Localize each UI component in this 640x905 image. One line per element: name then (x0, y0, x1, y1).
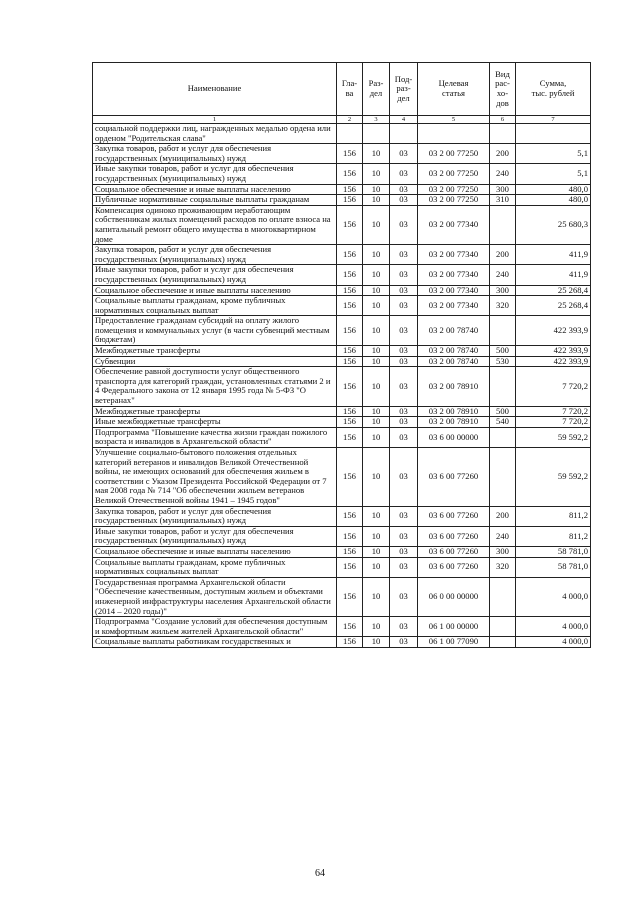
row-name: Подпрограмма "Повышение качества жизни граждан пожилого возраста и инвалидов в Архангельской области" (93, 427, 337, 447)
row-summa: 811,2 (516, 526, 591, 546)
row-name: Компенсация одиноко проживающим неработающим собственникам жилых помещений расходов по оплате взноса на капитальный ремонт общего имущества в многоквартирном доме (93, 205, 337, 244)
row-summa: 5,1 (516, 164, 591, 184)
table-row (93, 245, 591, 265)
row-statya: 03 2 00 77340 (418, 265, 490, 285)
table-row (93, 164, 591, 184)
row-name: Социальные выплаты гражданам, кроме публичных нормативных социальных выплат (93, 557, 337, 577)
row-statya: 03 6 00 77260 (418, 448, 490, 507)
row-razdel: 10 (363, 448, 390, 507)
row-name: Социальные выплаты гражданам, кроме публичных нормативных социальных выплат (93, 296, 337, 316)
table-row (93, 316, 591, 346)
row-razdel: 10 (363, 526, 390, 546)
table-row (93, 557, 591, 577)
row-name: Улучшение социально-бытового положения отдельных категорий ветеранов и инвалидов Великой Отечественной войны, не имеющих оснований для обеспечения жильем в соответствии с Указом Президента Российской Федерации от 7 мая 2008 года № 714 "Об обеспечении жильем ветеранов Великой Отечественной войны 1941 – 1945 годов" (93, 448, 337, 507)
row-vid: 240 (490, 265, 516, 285)
row-statya: 03 2 00 78740 (418, 346, 490, 357)
row-glava: 156 (337, 406, 363, 417)
row-razdel: 10 (363, 406, 390, 417)
table-row (93, 617, 591, 637)
row-statya: 03 2 00 78910 (418, 417, 490, 428)
row-vid: 300 (490, 285, 516, 296)
row-summa: 7 720,2 (516, 406, 591, 417)
row-vid (490, 205, 516, 244)
row-glava: 156 (337, 427, 363, 447)
row-summa: 7 720,2 (516, 367, 591, 406)
row-razdel: 10 (363, 367, 390, 406)
row-podrazdel: 03 (390, 356, 418, 367)
row-name: Подпрограмма "Создание условий для обеспечения доступным и комфортным жильем жителей Архангельской области" (93, 617, 337, 637)
document-page (92, 62, 590, 648)
column-number: 3 (363, 116, 390, 124)
row-vid: 530 (490, 356, 516, 367)
row-summa: 422 393,9 (516, 346, 591, 357)
row-statya: 03 2 00 78740 (418, 356, 490, 367)
row-name: Предоставление гражданам субсидий на оплату жилого помещения и коммунальных услуг (в части субвенций местным бюджетам) (93, 316, 337, 346)
row-summa: 58 781,0 (516, 557, 591, 577)
row-vid (490, 124, 516, 144)
row-statya: 03 2 00 77340 (418, 285, 490, 296)
row-razdel (363, 124, 390, 144)
row-vid: 200 (490, 144, 516, 164)
row-statya: 03 2 00 77250 (418, 144, 490, 164)
row-podrazdel: 03 (390, 417, 418, 428)
row-podrazdel: 03 (390, 557, 418, 577)
row-vid: 300 (490, 546, 516, 557)
row-vid: 240 (490, 526, 516, 546)
row-razdel: 10 (363, 637, 390, 648)
row-summa: 58 781,0 (516, 546, 591, 557)
row-vid: 320 (490, 296, 516, 316)
row-podrazdel: 03 (390, 195, 418, 206)
row-statya: 03 2 00 77340 (418, 245, 490, 265)
row-vid (490, 316, 516, 346)
row-name: Закупка товаров, работ и услуг для обеспечения государственных (муниципальных) нужд (93, 506, 337, 526)
row-summa: 59 592,2 (516, 427, 591, 447)
row-razdel: 10 (363, 285, 390, 296)
budget-table (92, 62, 591, 648)
header-glava: Гла- ва (337, 63, 363, 116)
row-glava: 156 (337, 617, 363, 637)
row-vid: 200 (490, 506, 516, 526)
row-razdel: 10 (363, 245, 390, 265)
table-row (93, 577, 591, 616)
row-name: Публичные нормативные социальные выплаты гражданам (93, 195, 337, 206)
row-razdel: 10 (363, 164, 390, 184)
row-razdel: 10 (363, 184, 390, 195)
row-vid (490, 448, 516, 507)
row-podrazdel: 03 (390, 637, 418, 648)
row-statya: 03 2 00 77340 (418, 296, 490, 316)
row-summa: 25 268,4 (516, 296, 591, 316)
header-podrazdel: Под- раз- дел (390, 63, 418, 116)
column-number: 4 (390, 116, 418, 124)
row-summa: 4 000,0 (516, 577, 591, 616)
row-name: Закупка товаров, работ и услуг для обеспечения государственных (муниципальных) нужд (93, 144, 337, 164)
table-row (93, 205, 591, 244)
table-row (93, 346, 591, 357)
row-glava: 156 (337, 546, 363, 557)
row-vid (490, 577, 516, 616)
row-podrazdel: 03 (390, 367, 418, 406)
row-summa: 411,9 (516, 265, 591, 285)
row-podrazdel: 03 (390, 448, 418, 507)
row-summa: 5,1 (516, 144, 591, 164)
row-razdel: 10 (363, 557, 390, 577)
row-podrazdel: 03 (390, 617, 418, 637)
row-name: Социальное обеспечение и иные выплаты населению (93, 184, 337, 195)
row-glava: 156 (337, 316, 363, 346)
row-name: Межбюджетные трансферты (93, 346, 337, 357)
row-summa: 422 393,9 (516, 356, 591, 367)
row-statya: 06 1 00 77090 (418, 637, 490, 648)
row-razdel: 10 (363, 506, 390, 526)
row-statya: 03 6 00 77260 (418, 506, 490, 526)
row-vid (490, 617, 516, 637)
row-glava: 156 (337, 526, 363, 546)
column-number: 1 (93, 116, 337, 124)
row-name: Социальное обеспечение и иные выплаты населению (93, 285, 337, 296)
row-glava: 156 (337, 296, 363, 316)
row-razdel: 10 (363, 546, 390, 557)
table-body (93, 124, 591, 648)
row-glava: 156 (337, 164, 363, 184)
row-statya: 03 2 00 78910 (418, 367, 490, 406)
row-name: Субвенции (93, 356, 337, 367)
row-name: социальной поддержки лиц, награжденных медалью ордена или орденом "Родительская слава" (93, 124, 337, 144)
row-statya: 06 1 00 00000 (418, 617, 490, 637)
row-razdel: 10 (363, 144, 390, 164)
row-razdel: 10 (363, 617, 390, 637)
header-name: Наименование (93, 63, 337, 116)
row-summa: 25 268,4 (516, 285, 591, 296)
row-statya: 03 6 00 77260 (418, 526, 490, 546)
row-razdel: 10 (363, 427, 390, 447)
column-number: 7 (516, 116, 591, 124)
page-number: 64 (315, 868, 325, 879)
row-vid: 500 (490, 346, 516, 357)
header-razdel: Раз- дел (363, 63, 390, 116)
row-podrazdel (390, 124, 418, 144)
column-number: 6 (490, 116, 516, 124)
row-summa: 4 000,0 (516, 617, 591, 637)
table-row (93, 195, 591, 206)
table-row (93, 546, 591, 557)
row-razdel: 10 (363, 195, 390, 206)
row-name: Государственная программа Архангельской области "Обеспечение качественным, доступным жильем и объектами инженерной инфраструктуры населения Архангельской области (2014 – 2020 годы)" (93, 577, 337, 616)
row-glava: 156 (337, 285, 363, 296)
row-vid: 500 (490, 406, 516, 417)
table-row (93, 184, 591, 195)
row-name: Социальное обеспечение и иные выплаты населению (93, 546, 337, 557)
table-row (93, 637, 591, 648)
row-glava: 156 (337, 448, 363, 507)
row-name: Иные межбюджетные трансферты (93, 417, 337, 428)
row-glava: 156 (337, 195, 363, 206)
table-row (93, 427, 591, 447)
row-summa: 480,0 (516, 195, 591, 206)
row-summa: 59 592,2 (516, 448, 591, 507)
header-summa: Сумма, тыс. рублей (516, 63, 591, 116)
row-glava: 156 (337, 577, 363, 616)
row-statya (418, 124, 490, 144)
row-name: Закупка товаров, работ и услуг для обеспечения государственных (муниципальных) нужд (93, 245, 337, 265)
row-podrazdel: 03 (390, 265, 418, 285)
row-glava: 156 (337, 265, 363, 285)
row-podrazdel: 03 (390, 285, 418, 296)
row-summa: 422 393,9 (516, 316, 591, 346)
row-podrazdel: 03 (390, 184, 418, 195)
row-summa: 4 000,0 (516, 637, 591, 648)
row-vid (490, 637, 516, 648)
row-name: Межбюджетные трансферты (93, 406, 337, 417)
row-name: Иные закупки товаров, работ и услуг для обеспечения государственных (муниципальных) нужд (93, 164, 337, 184)
row-podrazdel: 03 (390, 577, 418, 616)
row-vid: 540 (490, 417, 516, 428)
row-podrazdel: 03 (390, 546, 418, 557)
table-row (93, 406, 591, 417)
row-glava: 156 (337, 205, 363, 244)
row-vid: 240 (490, 164, 516, 184)
row-podrazdel: 03 (390, 164, 418, 184)
row-name: Иные закупки товаров, работ и услуг для обеспечения государственных (муниципальных) нужд (93, 526, 337, 546)
row-glava: 156 (337, 506, 363, 526)
row-vid: 320 (490, 557, 516, 577)
column-number-row (93, 116, 591, 124)
table-row (93, 265, 591, 285)
row-summa: 411,9 (516, 245, 591, 265)
column-number: 5 (418, 116, 490, 124)
table-header-row (93, 63, 591, 116)
table-row (93, 448, 591, 507)
table-row (93, 296, 591, 316)
row-summa: 7 720,2 (516, 417, 591, 428)
row-razdel: 10 (363, 316, 390, 346)
row-podrazdel: 03 (390, 144, 418, 164)
row-razdel: 10 (363, 346, 390, 357)
row-statya: 03 6 00 77260 (418, 546, 490, 557)
row-glava: 156 (337, 245, 363, 265)
row-razdel: 10 (363, 577, 390, 616)
table-row (93, 356, 591, 367)
row-podrazdel: 03 (390, 406, 418, 417)
row-glava: 156 (337, 346, 363, 357)
row-statya: 03 2 00 78740 (418, 316, 490, 346)
row-summa: 811,2 (516, 506, 591, 526)
row-podrazdel: 03 (390, 506, 418, 526)
row-vid (490, 427, 516, 447)
row-razdel: 10 (363, 417, 390, 428)
row-vid (490, 367, 516, 406)
row-razdel: 10 (363, 265, 390, 285)
table-row (93, 506, 591, 526)
row-glava: 156 (337, 557, 363, 577)
header-vid: Вид рас- хо- дов (490, 63, 516, 116)
header-statya: Целевая статья (418, 63, 490, 116)
row-glava: 156 (337, 417, 363, 428)
row-name: Иные закупки товаров, работ и услуг для обеспечения государственных (муниципальных) нужд (93, 265, 337, 285)
row-statya: 03 2 00 77340 (418, 205, 490, 244)
row-statya: 03 6 00 77260 (418, 557, 490, 577)
row-summa: 480,0 (516, 184, 591, 195)
row-podrazdel: 03 (390, 316, 418, 346)
row-vid: 300 (490, 184, 516, 195)
row-statya: 03 6 00 00000 (418, 427, 490, 447)
row-glava (337, 124, 363, 144)
row-glava: 156 (337, 356, 363, 367)
row-podrazdel: 03 (390, 245, 418, 265)
row-summa: 25 680,3 (516, 205, 591, 244)
table-row (93, 367, 591, 406)
row-glava: 156 (337, 184, 363, 195)
row-razdel: 10 (363, 205, 390, 244)
row-razdel: 10 (363, 296, 390, 316)
row-podrazdel: 03 (390, 346, 418, 357)
row-name: Обеспечение равной доступности услуг общественного транспорта для категорий граждан, установленных статьями 2 и 4 Федерального закона от 12 января 1995 года № 5-ФЗ "О ветеранах" (93, 367, 337, 406)
table-row (93, 124, 591, 144)
row-podrazdel: 03 (390, 205, 418, 244)
row-vid: 200 (490, 245, 516, 265)
row-podrazdel: 03 (390, 526, 418, 546)
row-glava: 156 (337, 144, 363, 164)
row-statya: 03 2 00 77250 (418, 164, 490, 184)
row-razdel: 10 (363, 356, 390, 367)
row-name: Социальные выплаты работникам государственных и (93, 637, 337, 648)
row-glava: 156 (337, 367, 363, 406)
row-glava: 156 (337, 637, 363, 648)
column-number: 2 (337, 116, 363, 124)
row-statya: 03 2 00 77250 (418, 195, 490, 206)
row-statya: 03 2 00 77250 (418, 184, 490, 195)
table-row (93, 285, 591, 296)
row-statya: 03 2 00 78910 (418, 406, 490, 417)
row-statya: 06 0 00 00000 (418, 577, 490, 616)
row-summa (516, 124, 591, 144)
table-row (93, 417, 591, 428)
row-podrazdel: 03 (390, 296, 418, 316)
table-row (93, 526, 591, 546)
row-podrazdel: 03 (390, 427, 418, 447)
row-vid: 310 (490, 195, 516, 206)
table-row (93, 144, 591, 164)
